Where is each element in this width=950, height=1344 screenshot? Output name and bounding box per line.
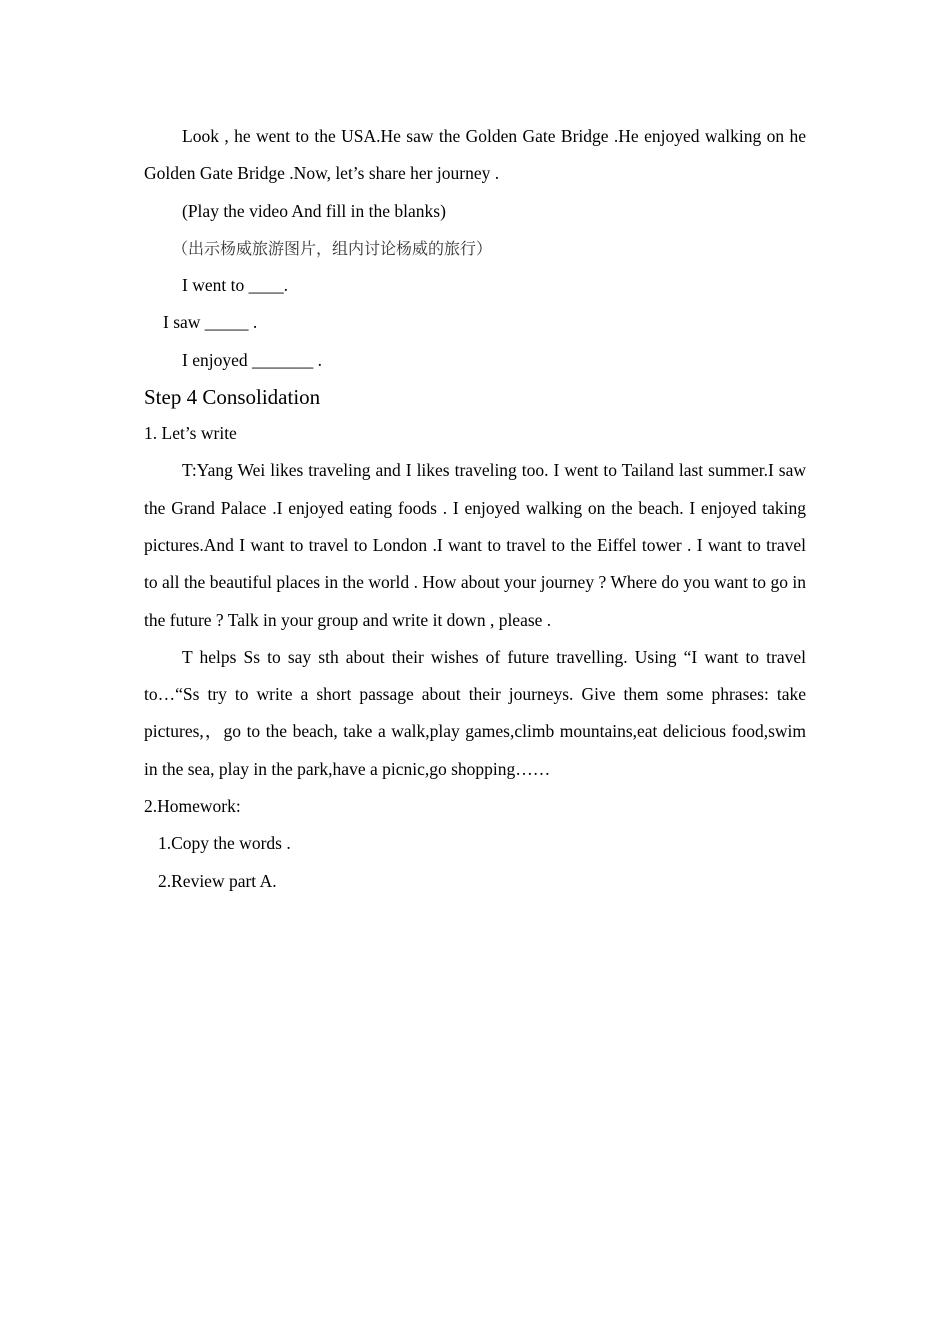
intro-paragraph: Look , he went to the USA.He saw the Golden Gate Bridge .He enjoyed walking on he Golden Gate Bridge .Now, let’s share her journey . <box>144 126 806 184</box>
video-instruction: (Play the video And fill in the blanks) <box>182 200 446 221</box>
blank-went: I went to ____. <box>182 275 288 296</box>
homework-heading: 2.Homework: <box>144 796 241 817</box>
blank-enjoyed: I enjoyed _______ . <box>182 349 322 370</box>
teacher-paragraph: T:Yang Wei likes traveling and I likes traveling too. I went to Tailand last summer.I saw the Grand Palace .I enjoyed eating foods . I enjoyed walking on the beach. I enjoyed taking pictures.And I want to travel to London .I want to travel to the Eiffel tower . I want to travel to all the beautiful places in the world . How about your journey ? Where do you want to go in the future ? Talk in your group and write it down , please . <box>144 460 806 630</box>
document-page <box>144 118 806 900</box>
lets-write-heading: 1. Let’s write <box>144 423 237 444</box>
chinese-instruction: （出示杨威旅游图片，组内讨论杨威的旅行） <box>172 238 493 258</box>
helps-paragraph: T helps Ss to say sth about their wishes of future travelling. Using “I want to travel to…“Ss try to write a short passage about their journeys. Give them some phrases: take pictures,，go to the beach, take a walk,play games,climb mountains,eat delicious food,swim in the sea, play in the park,have a picnic,go shopping…… <box>144 646 806 779</box>
homework-item: 1.Copy the words . <box>158 833 291 854</box>
homework-item: 2.Review part A. <box>158 870 277 891</box>
step-heading: Step 4 Consolidation <box>144 385 321 410</box>
blank-saw: I saw _____ . <box>163 312 258 333</box>
